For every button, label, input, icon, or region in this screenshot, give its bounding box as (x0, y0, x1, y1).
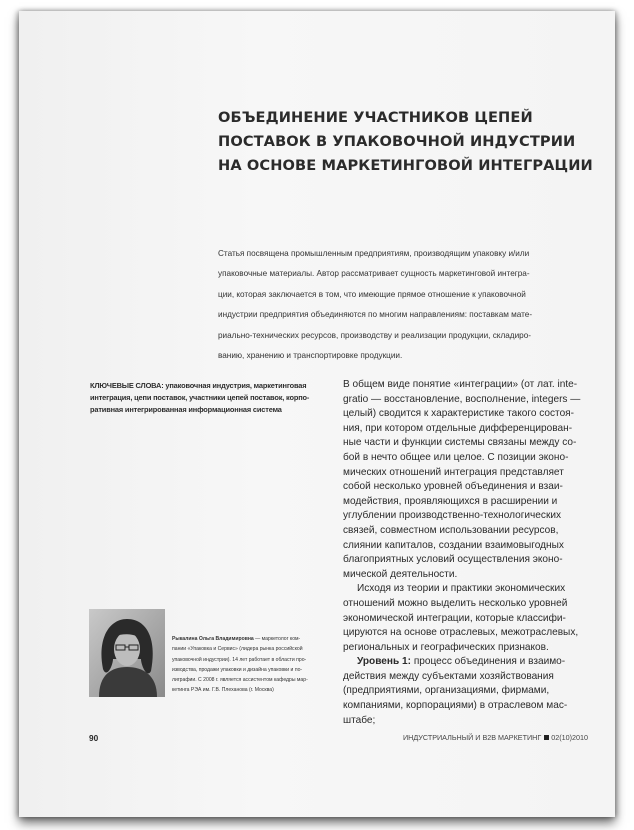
body-line: (предприятиями, организациями, фирмами, (343, 685, 550, 697)
bio-line: упаковочной индустрии). 14 лет работает в области про- (172, 656, 307, 663)
body-line: отношений можно выделить несколько уровней (343, 597, 568, 609)
body-line: мической деятельности. (343, 568, 458, 580)
keywords-line: КЛЮЧЕВЫЕ СЛОВА: упаковочная индустрия, маркетинговая (90, 381, 307, 390)
abstract-line: Статья посвящена промышленным предприятиям, производящим упаковку и/или (218, 249, 530, 258)
body-line: gratio — восстановление, восполнение, integers — (343, 393, 581, 405)
body-line-level1 (343, 655, 593, 670)
bio-line: кетинга РЭА им. Г.В. Плеханова (г. Москва) (172, 687, 274, 694)
body-line: углублении производственно-технологических (343, 510, 562, 522)
article-title (218, 106, 598, 178)
body-line: цируются на основе отраслевых, межотраслевых, (343, 627, 579, 639)
body-line: бой в нечто общее или целое. С позиции эконо- (343, 451, 569, 463)
abstract-line: риально-технических ресурсов, производству и реализации продукции, складиро- (218, 330, 531, 340)
keywords-block (90, 380, 340, 415)
bio-line: лиграфии. С 2008 г. является ассистентом кафедры мар- (172, 677, 308, 684)
level1-label: Уровень 1: (357, 656, 411, 668)
author-photo (89, 609, 165, 697)
keywords-line: ративная интегрированная информационная система (90, 404, 282, 414)
title-line: ПОСТАВОК В УПАКОВОЧНОЙ ИНДУСТРИИ (218, 133, 576, 150)
page-number: 90 (89, 733, 99, 743)
abstract-line: упаковочные материалы. Автор рассматривает сущность маркетинговой интегра- (218, 269, 530, 279)
bio-line-first (172, 634, 332, 644)
body-line: связей, совместном использовании ресурсов, (343, 524, 559, 536)
body-line: В общем виде понятие «интеграции» (от лат. inte- (343, 379, 578, 390)
body-line-text: процесс объединения и взаимо- (413, 656, 566, 668)
body-line: Исходя из теории и практики экономических (357, 583, 566, 595)
body-line: слиянии капиталов, создании взаимовыгодных (343, 539, 564, 551)
body-line: региональных и географических признаков. (343, 641, 549, 653)
body-line: ния, при котором отдельные дифференцирован- (343, 422, 573, 434)
author-bio (172, 634, 332, 696)
running-footer (403, 733, 588, 742)
body-line: мических отношений интеграция представляет (343, 466, 564, 478)
bio-text: — маркетолог ком- (253, 636, 301, 642)
bio-line: изводства, продажи упаковки и дизайна упаковки и по- (172, 666, 303, 673)
body-line: благоприятных условий осуществления эконо- (343, 554, 563, 566)
title-line: ОБЪЕДИНЕНИЕ УЧАСТНИКОВ ЦЕПЕЙ (218, 109, 533, 126)
body-line: модействия, проявляющихся в расширении и (343, 495, 558, 507)
square-bullet-icon (544, 735, 549, 740)
body-line: собой несколько уровней объединения и взаи- (343, 481, 563, 493)
issue-number: 02(10)2010 (551, 733, 588, 742)
journal-name: ИНДУСТРИАЛЬНЫЙ И B2B МАРКЕТИНГ (403, 733, 542, 742)
bio-line: пании «Упаковка и Сервис» (лидера рынка российской (172, 646, 303, 653)
body-line: штабе; (343, 714, 376, 726)
author-name: Рыкалина Ольга Владимировна (172, 636, 254, 642)
title-line: НА ОСНОВЕ МАРКЕТИНГОВОЙ ИНТЕГРАЦИИ (218, 157, 593, 174)
body-line: экономической интеграции, которые классифи- (343, 612, 566, 624)
article-abstract (218, 244, 576, 366)
body-line: целый) сводится к характеристике такого состоя- (343, 408, 575, 420)
body-line: ные части и функции системы связаны между со- (343, 437, 577, 449)
author-portrait-image (89, 609, 165, 697)
abstract-line: индустрии предприятия объединяются по многим направлениям: поставкам мате- (218, 310, 533, 320)
body-line: компаниями, корпорациями) в отраслевом мас- (343, 700, 568, 712)
abstract-line: ванию, хранению и транспортировке продукции. (218, 351, 403, 361)
article-body (343, 378, 593, 728)
body-line: действия между субъектами хозяйствования (343, 670, 554, 682)
abstract-line: ции, которая заключается в том, что имеющие прямое отношение к упаковочной (218, 289, 526, 299)
keywords-line: интеграция, цепи поставок, участники цепей поставок, корпо- (90, 392, 310, 402)
